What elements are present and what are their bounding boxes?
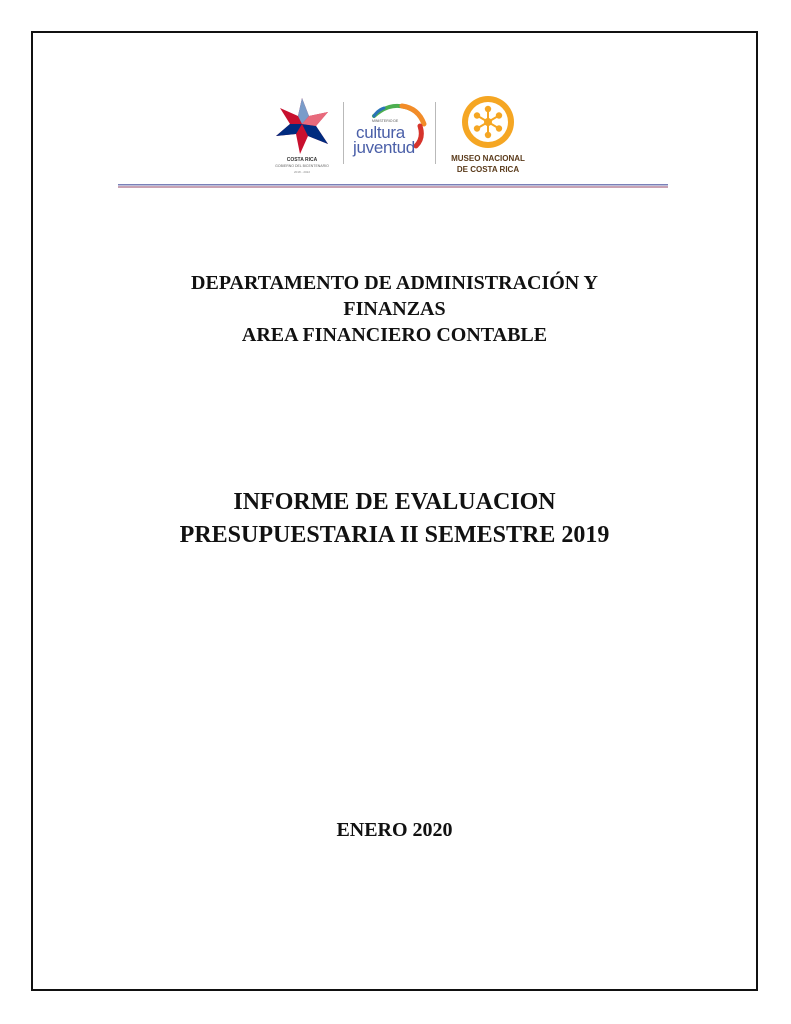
department-line-1: DEPARTAMENTO DE ADMINISTRACIÓN Y: [191, 272, 598, 294]
report-date: [31, 817, 758, 843]
report-title-line-2: PRESUPUESTARIA II SEMESTRE 2019: [179, 522, 610, 548]
museo-nacional-emblem-icon: [438, 94, 538, 152]
costa-rica-subtitle: GOBIERNO DEL BICENTENARIO: [275, 164, 329, 168]
department-line-3: AREA FINANCIERO CONTABLE: [241, 324, 548, 346]
cultura-word: cultura: [356, 123, 405, 142]
report-title-line-1: INFORME DE EVALUACION: [233, 489, 556, 515]
logo-divider: [435, 102, 436, 164]
costa-rica-star-icon: [262, 94, 342, 156]
cultura-prefix: MINISTERIO DE: [372, 119, 399, 123]
costa-rica-government-logo: [262, 94, 342, 180]
ministerio-cultura-juventud-logo: [344, 94, 434, 180]
costa-rica-years: 2018 - 2022: [293, 170, 310, 174]
juventud-word: juventud: [353, 138, 415, 157]
header-rule: [118, 184, 668, 188]
museo-name-line2: DE COSTA RICA: [456, 165, 520, 174]
report-date-text: ENERO 2020: [336, 819, 453, 841]
museo-nacional-logo: [438, 94, 538, 180]
report-title: [31, 486, 758, 552]
costa-rica-name: COSTA RICA: [286, 157, 318, 163]
department-line-2: FINANZAS: [343, 298, 446, 320]
museo-name-line1: MUSEO NACIONAL: [451, 154, 525, 163]
logo-bar: [262, 94, 542, 180]
department-heading: [31, 270, 758, 348]
